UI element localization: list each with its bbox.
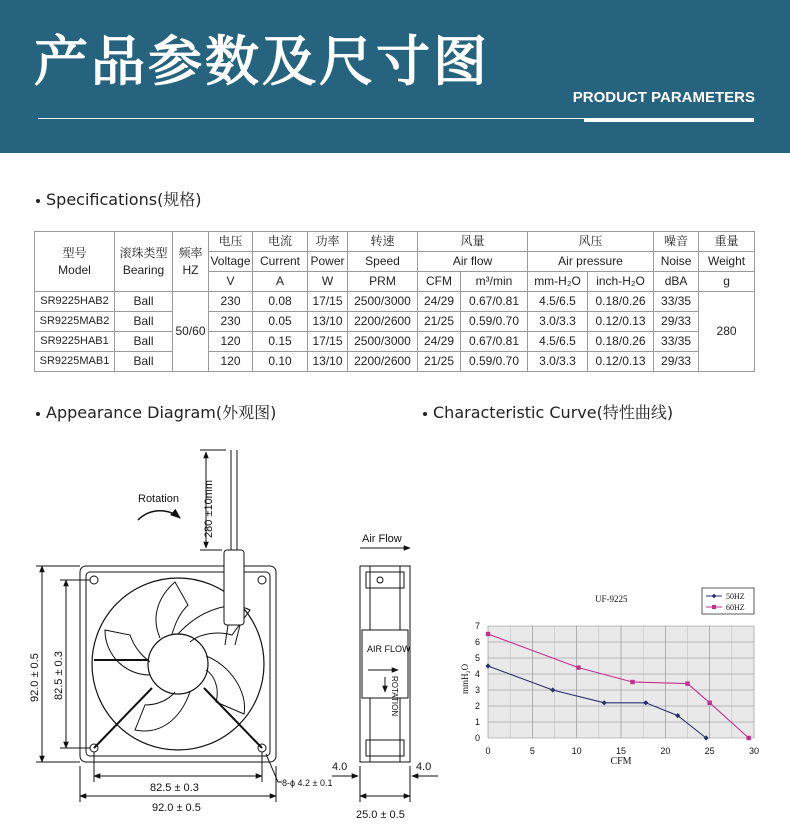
cell-model: SR9225MAB1 xyxy=(35,352,115,372)
cell-mmh2o: 4.5/6.5 xyxy=(528,292,588,312)
cell-power: 13/10 xyxy=(308,312,348,332)
x-tick-label: 0 xyxy=(485,746,491,756)
cell-model: SR9225HAB1 xyxy=(35,332,115,352)
hole-spec-label: 8-ϕ 4.2 ± 0.1 xyxy=(282,778,333,788)
mounting-hole xyxy=(258,576,266,584)
unit-current: A xyxy=(253,272,308,292)
page-subtitle: PRODUCT PARAMETERS xyxy=(572,89,755,106)
x-tick-label: 5 xyxy=(529,746,535,756)
header-power-en: Power xyxy=(308,252,348,272)
cell-voltage: 230 xyxy=(209,292,253,312)
cell-current: 0.10 xyxy=(253,352,308,372)
header-bearing: 滚珠类型 Bearing xyxy=(115,232,173,292)
cell-speed: 2500/3000 xyxy=(348,332,418,352)
fan-hub xyxy=(148,634,208,694)
cell-inchh2o: 0.12/0.13 xyxy=(588,352,654,372)
air-flow-inline-label: AIR FLOW xyxy=(367,644,411,654)
data-point-60HZ xyxy=(707,701,711,705)
cell-noise: 29/33 xyxy=(654,352,699,372)
header-voltage-en: Voltage xyxy=(209,252,253,272)
table-row xyxy=(35,292,755,312)
data-point-60HZ xyxy=(746,736,750,740)
cell-current: 0.08 xyxy=(253,292,308,312)
height-outer-label: 92.0 ± 0.5 xyxy=(29,653,41,702)
cell-bearing: Ball xyxy=(115,352,173,372)
unit-speed: PRM xyxy=(348,272,418,292)
cell-cfm: 24/29 xyxy=(418,332,461,352)
header-airflow-cn: 风量 xyxy=(418,232,528,252)
x-tick-label: 10 xyxy=(571,746,582,756)
mounting-hole xyxy=(90,576,98,584)
appearance-diagram xyxy=(0,430,440,833)
legend xyxy=(702,588,754,614)
data-point-60HZ xyxy=(576,665,580,669)
cable-sleeve xyxy=(224,550,244,625)
header-banner xyxy=(0,0,790,153)
unit-cfm: CFM xyxy=(418,272,461,292)
rotation-arrow xyxy=(138,511,180,520)
unit-power: W xyxy=(308,272,348,292)
side-left-label: 4.0 xyxy=(332,761,348,773)
data-point-60HZ xyxy=(685,681,689,685)
header-speed-cn: 转速 xyxy=(348,232,418,252)
cell-speed: 2200/2600 xyxy=(348,312,418,332)
y-tick-label: 5 xyxy=(474,653,480,663)
table-row xyxy=(35,332,755,352)
bullet-dot xyxy=(423,412,427,416)
fan-blade xyxy=(206,656,245,714)
header-speed-en: Speed xyxy=(348,252,418,272)
cable-length-label: 280 ±10mm xyxy=(203,479,215,538)
header-current-en: Current xyxy=(253,252,308,272)
bullet-dot xyxy=(36,412,40,416)
cell-mmh2o: 3.0/3.3 xyxy=(528,352,588,372)
cell-noise: 33/35 xyxy=(654,332,699,352)
cell-current: 0.15 xyxy=(253,332,308,352)
cell-voltage: 230 xyxy=(209,312,253,332)
cell-noise: 33/35 xyxy=(654,292,699,312)
header-frequency: 频率 HZ xyxy=(173,232,209,292)
spec-table xyxy=(34,231,755,372)
cell-power: 17/15 xyxy=(308,332,348,352)
x-tick-label: 20 xyxy=(660,746,671,756)
data-point-60HZ xyxy=(486,632,490,636)
y-tick-label: 0 xyxy=(474,733,480,743)
cell-m3min: 0.59/0.70 xyxy=(461,352,528,372)
unit-m3min: m³/min xyxy=(461,272,528,292)
x-axis-label: CFM xyxy=(610,756,632,767)
y-tick-label: 2 xyxy=(474,701,480,711)
cell-speed: 2200/2600 xyxy=(348,352,418,372)
y-axis-label: mmH₂O xyxy=(460,663,470,694)
legend-label-60HZ: 60HZ xyxy=(726,603,745,612)
rotation-inline-label: ROTATION xyxy=(390,676,399,717)
cell-current: 0.05 xyxy=(253,312,308,332)
unit-voltage: V xyxy=(209,272,253,292)
characteristic-heading: Characteristic Curve(特性曲线) xyxy=(423,400,673,423)
rotation-label: Rotation xyxy=(138,493,179,505)
cell-cfm: 24/29 xyxy=(418,292,461,312)
width-inner-label: 82.5 ± 0.3 xyxy=(150,782,199,794)
cell-inchh2o: 0.18/0.26 xyxy=(588,292,654,312)
header-noise-cn: 噪音 xyxy=(654,232,699,252)
specifications-heading: Specifications(规格) xyxy=(36,187,202,210)
cell-bearing: Ball xyxy=(115,332,173,352)
cell-m3min: 0.67/0.81 xyxy=(461,292,528,312)
y-tick-label: 4 xyxy=(474,669,480,679)
data-point-60HZ xyxy=(630,680,634,684)
cell-m3min: 0.67/0.81 xyxy=(461,332,528,352)
cell-model: SR9225HAB2 xyxy=(35,292,115,312)
cell-bearing: Ball xyxy=(115,312,173,332)
x-tick-label: 15 xyxy=(615,746,627,756)
header-noise-en: Noise xyxy=(654,252,699,272)
cell-mmh2o: 3.0/3.3 xyxy=(528,312,588,332)
page-title: 产品参数及尺寸图 xyxy=(34,30,490,93)
header-pressure-en: Air pressure xyxy=(528,252,654,272)
header-current-cn: 电流 xyxy=(253,232,308,252)
unit-mmh2o: mm-H₂O xyxy=(528,272,588,292)
cell-mmh2o: 4.5/6.5 xyxy=(528,332,588,352)
cell-voltage: 120 xyxy=(209,352,253,372)
cell-model: SR9225MAB2 xyxy=(35,312,115,332)
y-tick-label: 7 xyxy=(474,621,480,631)
bullet-dot xyxy=(36,199,40,203)
fan-strut xyxy=(94,688,152,748)
cell-power: 17/15 xyxy=(308,292,348,312)
cell-inchh2o: 0.18/0.26 xyxy=(588,332,654,352)
cell-bearing: Ball xyxy=(115,292,173,312)
fan-cable xyxy=(231,450,237,550)
header-model: 型号 Model xyxy=(35,232,115,292)
characteristic-chart xyxy=(450,580,770,780)
height-inner-label: 82.5 ± 0.3 xyxy=(53,651,65,700)
y-tick-label: 6 xyxy=(474,637,480,647)
header-pressure-cn: 风压 xyxy=(528,232,654,252)
cell-m3min: 0.59/0.70 xyxy=(461,312,528,332)
unit-inchh2o: inch-H₂O xyxy=(588,272,654,292)
table-header-row xyxy=(35,232,755,252)
y-tick-label: 1 xyxy=(474,717,480,727)
cell-weight: 280 xyxy=(699,292,755,372)
x-tick-label: 25 xyxy=(704,746,715,756)
cell-frequency: 50/60 xyxy=(173,292,209,372)
cell-inchh2o: 0.12/0.13 xyxy=(588,312,654,332)
table-row xyxy=(35,312,755,332)
legend-marker-60HZ xyxy=(712,605,716,609)
side-right-label: 4.0 xyxy=(416,761,432,773)
header-airflow-en: Air flow xyxy=(418,252,528,272)
header-weight-cn: 重量 xyxy=(699,232,755,252)
chart-title: UF-9225 xyxy=(595,594,628,604)
unit-noise: dBA xyxy=(654,272,699,292)
header-power-cn: 功率 xyxy=(308,232,348,252)
fan-blade xyxy=(156,582,188,638)
header-weight-en: Weight xyxy=(699,252,755,272)
cell-noise: 29/33 xyxy=(654,312,699,332)
y-tick-label: 3 xyxy=(474,685,480,695)
x-tick-label: 30 xyxy=(748,746,760,756)
cell-speed: 2500/3000 xyxy=(348,292,418,312)
cell-voltage: 120 xyxy=(209,332,253,352)
cell-power: 13/10 xyxy=(308,352,348,372)
cell-cfm: 21/25 xyxy=(418,352,461,372)
unit-weight: g xyxy=(699,272,755,292)
fan-strut xyxy=(204,688,262,748)
banner-accent-bar xyxy=(584,118,754,122)
header-voltage-cn: 电压 xyxy=(209,232,253,252)
table-row xyxy=(35,352,755,372)
legend-label-50HZ: 50HZ xyxy=(726,592,745,601)
cell-cfm: 21/25 xyxy=(418,312,461,332)
width-outer-label: 92.0 ± 0.5 xyxy=(152,802,201,814)
appearance-heading: Appearance Diagram(外观图) xyxy=(36,400,276,423)
air-flow-label: Air Flow xyxy=(362,533,402,545)
depth-label: 25.0 ± 0.5 xyxy=(356,809,405,821)
fan-blade xyxy=(105,630,150,675)
